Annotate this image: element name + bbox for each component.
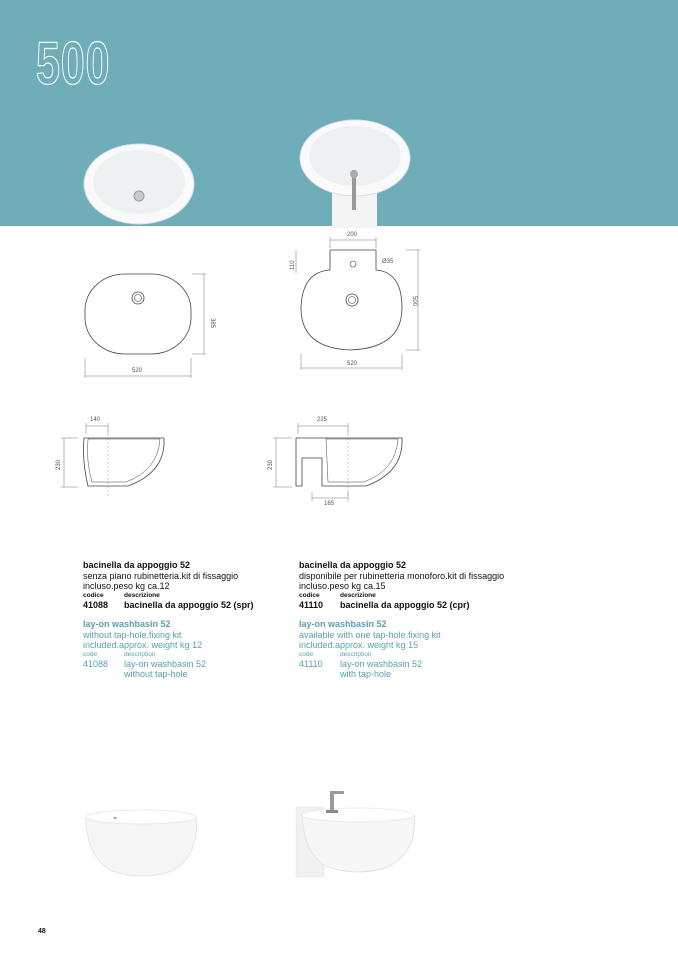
product-item-it: bacinella da appoggio 52 (cpr) (340, 599, 470, 610)
dim-offset-label: 140 (90, 417, 101, 423)
dim-width-label-right: 520 (347, 361, 358, 367)
dim-bottom-offset-label: 165 (324, 501, 335, 507)
basin-photo-top-left (82, 140, 197, 230)
table-row-it (299, 600, 579, 611)
product-title-it: bacinella da appoggio 52 (299, 560, 407, 570)
product-desc-it-1: disponibile per rubinetteria monoforo.kit di fissaggio (299, 570, 505, 581)
series-title: 500 (36, 30, 111, 97)
table-row-en (299, 659, 579, 670)
dim-tap-depth-label: 110 (290, 260, 296, 270)
product-code-en: 41088 (83, 658, 109, 669)
product-item-it: bacinella da appoggio 52 (spr) (124, 599, 254, 610)
product-desc-en-1: without tap-hole.fixing kit (83, 629, 182, 640)
code-header-en: code (83, 650, 98, 658)
dim-width-label: 520 (132, 368, 143, 374)
basin-photo-bottom-left (82, 805, 202, 885)
drawing-left-top-view (62, 262, 222, 387)
table-header-it (299, 592, 579, 600)
product-title-it: bacinella da appoggio 52 (83, 560, 191, 570)
dim-height-label-right: 230 (268, 459, 274, 470)
dim-depth-label-right: 500 (411, 296, 417, 307)
table-header-en (299, 651, 579, 659)
dim-height-label: 230 (56, 459, 62, 470)
product-item-en-1: lay-on washbasin 52 (124, 658, 207, 669)
product-title-en: lay-on washbasin 52 (83, 619, 171, 629)
product-desc-it-1: senza piano rubinetteria.kit di fissaggio (83, 570, 239, 581)
product-desc-it-2: incluso.peso kg ca.12 (83, 581, 170, 591)
table-row-en-cont (299, 669, 579, 680)
product-block-right (299, 560, 579, 680)
basin-photo-top-right (298, 118, 413, 228)
drawing-right-side-view (262, 412, 412, 507)
product-code: 41088 (83, 599, 109, 610)
desc-header-en: description (340, 650, 372, 658)
drawing-left-side-view (48, 412, 178, 497)
drawing-right-top-view (284, 228, 434, 378)
dim-depth-label: 385 (209, 318, 215, 329)
product-title-en: lay-on washbasin 52 (299, 619, 387, 629)
code-header-en: code (299, 650, 314, 658)
dim-hole-label: Ø35 (382, 259, 394, 265)
product-code: 41110 (299, 599, 324, 610)
code-header: codice (299, 591, 320, 599)
product-code-en: 41110 (299, 658, 323, 669)
desc-header: descrizione (124, 591, 160, 599)
product-item-en-2: with tap-hole (340, 669, 392, 679)
product-desc-en-2: included.approx. weight kg 12 (83, 640, 203, 650)
code-header: codice (83, 591, 104, 599)
product-desc-it-2: incluso.peso kg ca.15 (299, 581, 386, 591)
basin-photo-bottom-right (296, 785, 421, 880)
desc-header: descrizione (340, 591, 376, 599)
desc-header-en: description (124, 650, 156, 658)
product-item-en-2: without tap-hole (124, 669, 188, 679)
product-item-en-1: lay-on washbasin 52 (340, 658, 423, 669)
product-desc-en-2: included.approx. weight kg 15 (299, 640, 419, 650)
dim-offset-label-right: 225 (317, 417, 328, 423)
product-desc-en-1: available with one tap-hole.fixing kit (299, 629, 441, 640)
dim-tap-width-label: 200 (347, 232, 358, 238)
page-number: 48 (38, 928, 46, 935)
